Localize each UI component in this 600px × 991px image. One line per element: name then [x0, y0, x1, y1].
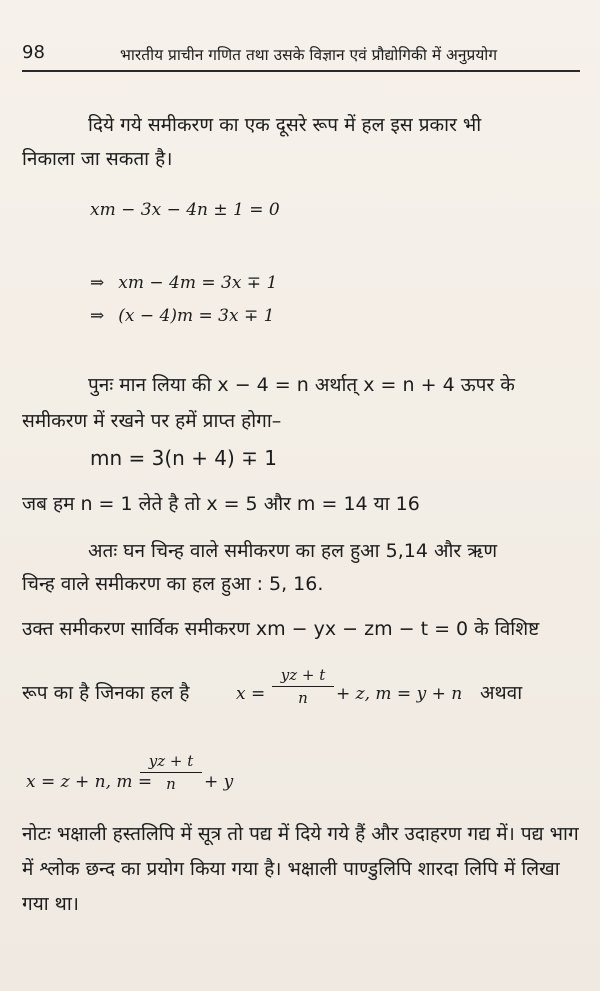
- intro-line-1: दिये गये समीकरण का एक दूसरे रूप में हल इस प्रकार भी: [88, 114, 482, 136]
- equation-1: xm − 3x − 4n ± 1 = 0: [90, 200, 280, 220]
- alt-fraction-denominator: n: [166, 775, 176, 793]
- form-prefix: रूप का है जिनका हल है: [22, 682, 190, 704]
- page-number: 98: [22, 42, 45, 63]
- running-head: भारतीय प्राचीन गणित तथा उसके विज्ञान एवं प्रौद्योगिकी में अनुप्रयोग: [120, 46, 498, 64]
- equation-4: mn = 3(n + 4) ∓ 1: [90, 446, 278, 470]
- substitution-line-2: समीकरण में रखने पर हमें प्राप्त होगा–: [22, 410, 282, 432]
- conclusion-line-1: अतः घन चिन्ह वाले समीकरण का हल हुआ 5,14 और ऋण: [88, 540, 498, 562]
- form-fraction-denominator: n: [298, 689, 308, 707]
- form-rest: + z, m = y + n: [336, 684, 463, 704]
- alt-fraction: [140, 752, 202, 793]
- result-line: जब हम n = 1 लेते है तो x = 5 और m = 14 या 16: [22, 493, 420, 515]
- note-paragraph: नोटः भक्षाली हस्तलिपि में सूत्र तो पद्य में दिये गये हैं और उदाहरण गद्य में। पद्य भाग में श्लोक छन्द का प्रयोग किया गया है। भक्षाली पाण्डुलिपि शारदा लिपि में लिखा गया था।: [22, 823, 579, 915]
- form-or: अथवा: [480, 682, 523, 704]
- implies-arrow: ⇒: [90, 306, 105, 326]
- equation-2-text: xm − 4m = 3x ∓ 1: [118, 273, 278, 293]
- implies-arrow: ⇒: [90, 273, 105, 293]
- conclusion-line-2: चिन्ह वाले समीकरण का हल हुआ : 5, 16.: [22, 573, 324, 595]
- alt-x: x = z + n, m =: [26, 772, 153, 792]
- header-rule: [22, 70, 580, 72]
- alt-fraction-numerator: yz + t: [140, 752, 202, 773]
- equation-3-text: (x − 4)m = 3x ∓ 1: [118, 306, 275, 326]
- equation-2: [90, 273, 277, 293]
- equation-3: [90, 306, 274, 326]
- substitution-line-1: पुनः मान लिया की x − 4 = n अर्थात् x = n + 4 ऊपर के: [88, 374, 515, 396]
- form-fraction-numerator: yz + t: [272, 666, 334, 687]
- intro-line-2: निकाला जा सकता है।: [22, 148, 173, 170]
- alt-rest: + y: [204, 772, 234, 792]
- general-equation-line: उक्त समीकरण सार्विक समीकरण xm − yx − zm − t = 0 के विशिष्ट: [22, 618, 540, 640]
- form-fraction: [272, 666, 334, 707]
- form-x: x =: [236, 684, 266, 704]
- page-header: [22, 42, 578, 70]
